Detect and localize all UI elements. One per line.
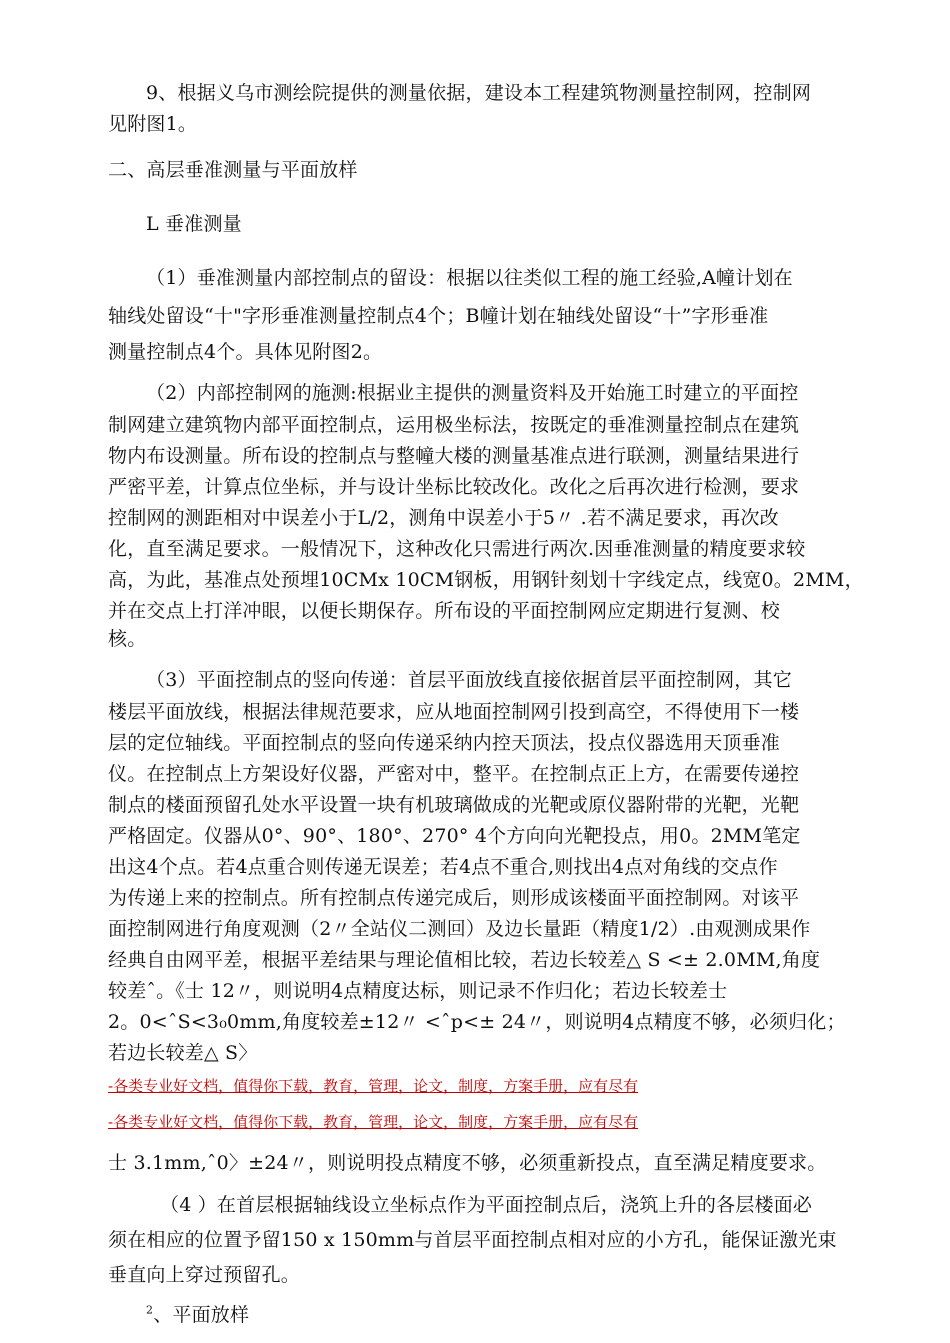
paragraph-line: 9、根据义乌市测绘院提供的测量依据，建设本工程建筑物测量控制网，控制网 <box>146 82 812 104</box>
paragraph-line: 严格固定。仪器从0°、90°、180°、270° 4个方向向光靶投点，用0。2MM笔定 <box>108 825 801 847</box>
heading-number: 2 <box>146 1303 154 1317</box>
paragraph-line: 化，直至满足要求。一般情况下，这种改化只需进行两次.因垂准测量的精度要求较 <box>108 538 806 560</box>
paragraph-line: 并在交点上打洋冲眼，以便长期保存。所布设的平面控制网应定期进行复测、校 <box>108 600 781 622</box>
paragraph-line: （4 ）在首层根据轴线设立坐标点作为平面控制点后，浇筑上升的各层楼面必 <box>160 1194 813 1216</box>
promo-link[interactable]: -各类专业好文档，值得你下载，教育，管理，论文，制度，方案手册，应有尽有 <box>108 1077 639 1095</box>
paragraph-line: 若边长较差△ S〉 <box>108 1042 258 1064</box>
paragraph-line: （2）内部控制网的施测:根据业主提供的测量资料及开始施工时建立的平面控 <box>146 382 799 404</box>
promo-link[interactable]: -各类专业好文档，值得你下载，教育，管理，论文，制度，方案手册，应有尽有 <box>108 1113 639 1131</box>
subsection-heading <box>146 1303 249 1327</box>
subsection-heading: L 垂准测量 <box>146 213 242 235</box>
paragraph-line: 层的定位轴线。平面控制点的竖向传递采纳内控天顶法，投点仪器选用天顶垂准 <box>108 732 781 754</box>
paragraph-line: （1）垂准测量内部控制点的留设：根据以往类似工程的施工经验,A幢计划在 <box>146 267 793 289</box>
paragraph-line: 经典自由网平差，根据平差结果与理论值相比较，若边长较差△ S <± 2.0MM,角度 <box>108 949 821 971</box>
paragraph-line: 见附图1。 <box>108 113 198 135</box>
paragraph-line: 出这4个点。若4点重合则传递无误差；若4点不重合,则找出4点对角线的交点作 <box>108 856 778 878</box>
paragraph-line: （3）平面控制点的竖向传递：首层平面放线直接依据首层平面控制网，其它 <box>146 669 792 691</box>
paragraph-line: 须在相应的位置予留150 x 150mm与首层平面控制点相对应的小方孔，能保证激光束 <box>108 1229 837 1251</box>
paragraph-line: 制网建立建筑物内部平面控制点，运用极坐标法，按既定的垂准测量控制点在建筑 <box>108 414 800 436</box>
paragraph-line: 轴线处留设“十"字形垂准测量控制点4个；B幢计划在轴线处留设“十”字形垂准 <box>108 305 769 327</box>
paragraph-line: 核。 <box>108 628 147 650</box>
heading-text: 、平面放样 <box>153 1304 250 1326</box>
paragraph-line: 控制网的测距相对中误差小于L/2，测角中误差小于5〃 .若不满足要求，再次改 <box>108 507 779 529</box>
paragraph-line: 楼层平面放线，根据法律规范要求，应从地面控制网引投到高空，不得使用下一楼 <box>108 701 800 723</box>
paragraph-line: 物内布设测量。所布设的控制点与整幢大楼的测量基准点进行联测，测量结果进行 <box>108 445 800 467</box>
paragraph-line: 垂直向上穿过预留孔。 <box>108 1264 301 1286</box>
paragraph-line: 为传递上来的控制点。所有控制点传递完成后，则形成该楼面平面控制网。对该平 <box>108 887 800 909</box>
paragraph-line: 仪。在控制点上方架设好仪器，严密对中，整平。在控制点正上方，在需要传递控 <box>108 763 800 785</box>
paragraph-line: 2。0<ˆS<3₀0mm,角度较差±12〃 <ˆp<± 24〃，则说明4点精度不够，必须归化； <box>108 1011 846 1033</box>
paragraph-line: 严密平差，计算点位坐标，并与设计坐标比较改化。改化之后再次进行检测，要求 <box>108 476 800 498</box>
paragraph-line: 士 3.1mm,ˆ0〉±24〃，则说明投点精度不够，必须重新投点，直至满足精度要求。 <box>108 1152 827 1174</box>
paragraph-line: 面控制网进行角度观测（2〃全站仪二测回）及边长量距（精度1/2）.由观测成果作 <box>108 918 811 940</box>
paragraph-line: 高，为此，基准点处预埋10CMx 10CM钢板，用钢针刻划十字线定点，线宽0。2MM， <box>108 569 864 591</box>
paragraph-line: 测量控制点4个。具体见附图2。 <box>108 341 383 363</box>
section-heading: 二、高层垂准测量与平面放样 <box>108 159 358 181</box>
paragraph-line: 制点的楼面预留孔处水平设置一块有机玻璃做成的光靶或原仪器附带的光靶，光靶 <box>108 794 800 816</box>
paragraph-line: 较差ˆ。《士 12〃，则说明4点精度达标，则记录不作归化；若边长较差士 <box>108 980 728 1002</box>
